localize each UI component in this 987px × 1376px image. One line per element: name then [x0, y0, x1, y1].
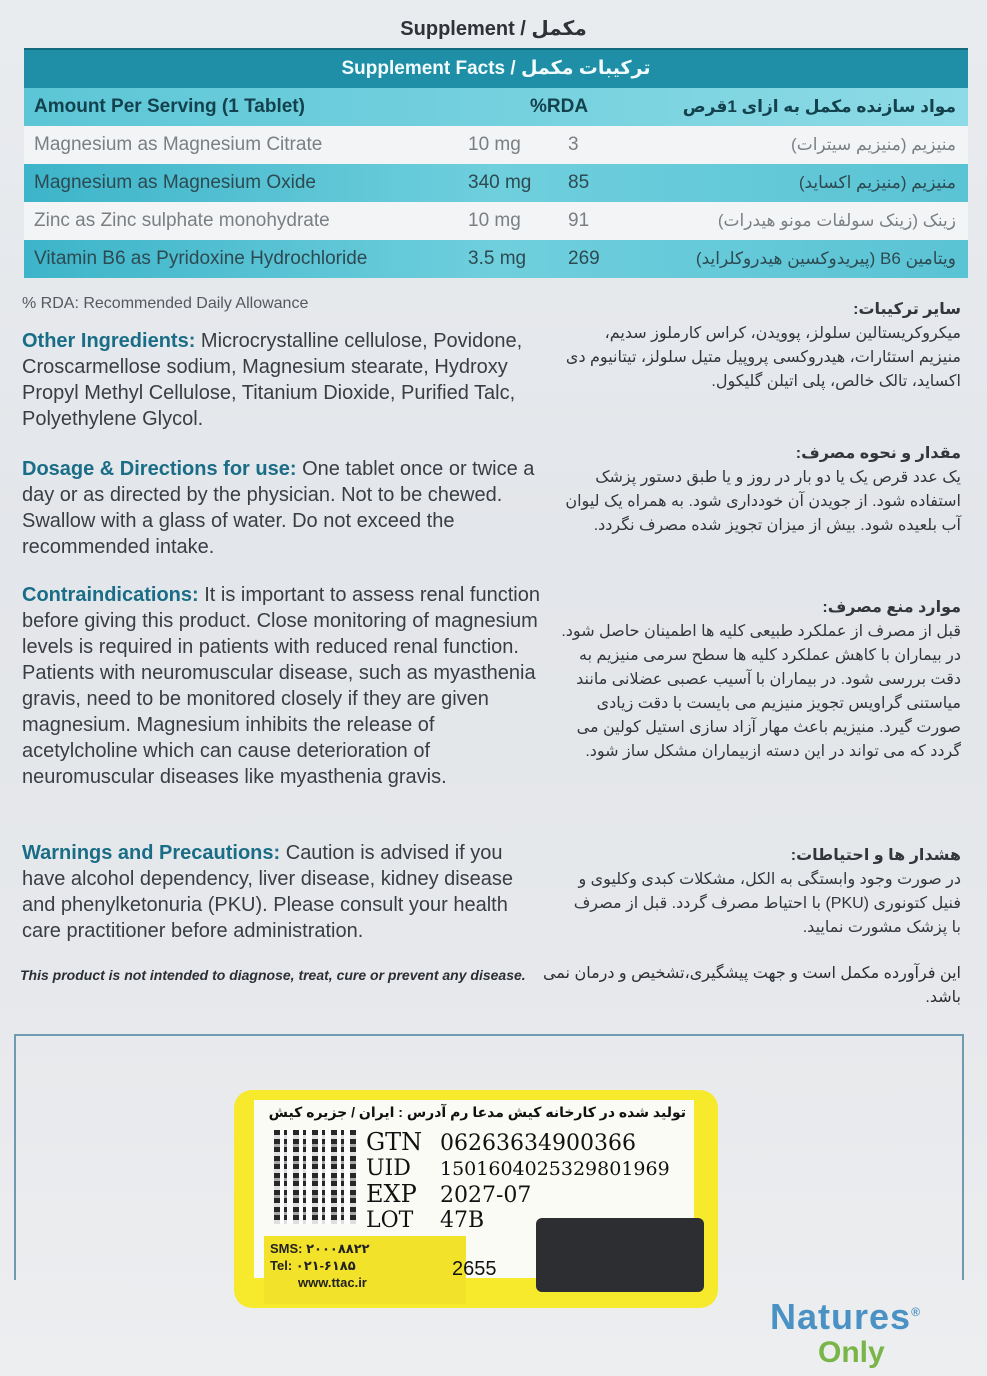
ingredients-label: Other Ingredients: — [22, 330, 196, 352]
brand-logo — [770, 1296, 921, 1338]
persian-contraindications — [561, 596, 961, 764]
persian-dosage-label: مقدار و نحوه مصرف: — [795, 445, 961, 462]
persian-warnings — [561, 844, 961, 940]
page-title: Supplement / مکمل — [400, 18, 587, 40]
registered-mark: ® — [911, 1305, 921, 1319]
persian-header: مواد سازنده مکمل به ازای 1قرص — [682, 97, 956, 116]
tel-number: Tel: ۰۲۱-۶۱۸۵ — [270, 1258, 356, 1273]
gtn-value: 06263634900366 — [440, 1131, 636, 1156]
contraindications-section — [22, 582, 542, 790]
supplement-facts-table — [24, 48, 968, 278]
ingredient-amount: 10 mg — [468, 210, 521, 231]
persian-ingredients-text: میکروکریستالین سلولز، پوویدن، کراس کارملوز سدیم، منیزیم استئارات، هیدروکسی پروپیل متیل سلولز، تیتانیوم دی اکساید، تالک خالص، پلی اتیلن گلیکول. — [565, 325, 961, 390]
ingredient-persian: منیزیم (منیزیم سیترات) — [791, 135, 956, 154]
ingredient-rda: 85 — [568, 172, 590, 193]
contraindications-label: Contraindications: — [22, 584, 199, 606]
persian-warn-text: در صورت وجود وابستگی به الکل، مشکلات کبدی وکلیوی و فنیل کتونوری (PKU) با احتیاط مصرف گردد. قبل از مصرف با پزشک مشورت نمایید. — [573, 871, 961, 936]
warnings-text: Caution is advised if you have alcohol dependency, liver disease, kidney disease and phenylketonuria (PKU). Please consult your health care practitioner before administration. — [22, 842, 514, 942]
facts-title: Supplement Facts / ترکیبات مکمل — [24, 48, 968, 88]
gtn-label: GTN — [366, 1128, 423, 1156]
ingredient-name: Magnesium as Magnesium Oxide — [34, 172, 316, 193]
brand-name: Natures — [770, 1296, 912, 1337]
persian-contra-label: موارد منع مصرف: — [822, 599, 961, 616]
scratch-foil — [536, 1218, 704, 1292]
persian-warn-label: هشدار ها و احتیاطات: — [790, 847, 961, 864]
contact-box — [264, 1236, 466, 1304]
warnings-label: Warnings and Precautions: — [22, 842, 281, 864]
rda-note: % RDA: Recommended Daily Allowance — [22, 295, 309, 312]
ingredient-name: Vitamin B6 as Pyridoxine Hydrochloride — [34, 248, 368, 269]
ingredient-persian: ویتامین B6 (پیریدوکسین هیدروکلراید) — [695, 249, 956, 268]
ingredient-amount: 10 mg — [468, 134, 521, 155]
facts-header-row — [24, 88, 968, 126]
brand-subtitle: Only — [818, 1336, 885, 1369]
exp-label: EXP — [366, 1180, 417, 1208]
ingredient-persian: منیزیم (منیزیم اکساید) — [798, 173, 956, 192]
table-row — [24, 202, 968, 240]
persian-dosage-text: یک عدد قرص یک یا دو بار در روز و یا طبق دستور پزشک استفاده شود. از جویدن آن خودداری شود. به همراه یک لیوان آب بلعیده شود. بیش از میزان تجویز شده مصرف نگردد. — [565, 469, 961, 534]
persian-contra-text: قبل از مصرف از عملکرد طبیعی کلیه ها اطمینان حاصل شود. در بیماران با کاهش عملکرد کلیه ها سطح سرمی منیزیم به دقت بررسی شود. در بیماران با آسیب عصبی عضلانی مانند میاستنی گراویس تجویز منیزیم می بایست با دقت زیادی صورت گیرد. منیزیم باعث مهار آزاد سازی استیل کولین می گردد که می تواند در این دسته ازبیماران مشکل ساز شود. — [561, 623, 961, 760]
qr-code-icon — [274, 1130, 360, 1224]
dosage-text: One tablet once or twice a day or as directed by the physician. Not to be chewed. Swallow with a glass of water. Do not exceed the recommended intake. — [22, 458, 535, 558]
warnings-section — [22, 840, 542, 944]
lot-label: LOT — [366, 1208, 414, 1233]
uid-label: UID — [366, 1156, 411, 1181]
ingredients-section — [22, 328, 542, 432]
contraindications-text: It is important to assess renal function before giving this product. Close monitoring of magnesium levels is required in patients with reduced renal function. Patients with neuromuscular disease, such as myasthenia gravis, need to be monitored closely if they are given magnesium. Magnesium inhibits the release of acetylcholine which can cause deterioration of neuromuscular diseases like myasthenia gravis. — [22, 584, 540, 788]
disclaimer: This product is not intended to diagnose, treat, cure or prevent any disease. — [20, 967, 526, 983]
ingredient-name: Magnesium as Magnesium Citrate — [34, 134, 323, 155]
persian-ingredients — [561, 298, 961, 394]
dosage-section — [22, 456, 542, 560]
persian-ingredients-label: سایر ترکیبات: — [853, 301, 961, 318]
sms-number: SMS: ۲۰۰۰۸۸۲۲ — [270, 1241, 370, 1256]
table-row — [24, 126, 968, 164]
dosage-label: Dosage & Directions for use: — [22, 458, 297, 480]
amount-header: Amount Per Serving (1 Tablet) — [34, 96, 305, 117]
table-row — [24, 240, 968, 278]
ingredient-rda: 3 — [568, 134, 579, 155]
serial-number: 2655 — [452, 1258, 497, 1280]
ingredient-rda: 269 — [568, 248, 600, 269]
authenticity-sticker — [234, 1090, 718, 1308]
ingredient-persian: زینک (زینک سولفات مونو هیدرات) — [717, 211, 956, 230]
uid-value: 1501604025329801969 — [440, 1158, 670, 1180]
ingredient-name: Zinc as Zinc sulphate monohydrate — [34, 210, 330, 231]
ingredients-text: Microcrystalline cellulose, Povidone, Croscarmellose sodium, Magnesium stearate, Hydroxy Propyl Methyl Cellulose, Titanium Dioxide, Purified Talc, Polyethylene Glycol. — [22, 330, 523, 430]
rda-header: %RDA — [530, 96, 589, 117]
persian-disclaimer: این فرآورده مکمل است و جهت پیشگیری،تشخیص و درمان نمی باشد. — [542, 965, 961, 1006]
persian-dosage — [561, 442, 961, 538]
table-row — [24, 164, 968, 202]
ingredient-rda: 91 — [568, 210, 590, 231]
manufacturer-text: تولید شده در کارخانه کیش مدعا رم آدرس : ایران / جزیره کیش — [268, 1104, 686, 1120]
lot-value: 47B — [440, 1208, 485, 1233]
website: www.ttac.ir — [298, 1275, 367, 1290]
ingredient-amount: 3.5 mg — [468, 248, 527, 269]
ingredient-amount: 340 mg — [468, 172, 532, 193]
exp-value: 2027-07 — [440, 1183, 532, 1208]
